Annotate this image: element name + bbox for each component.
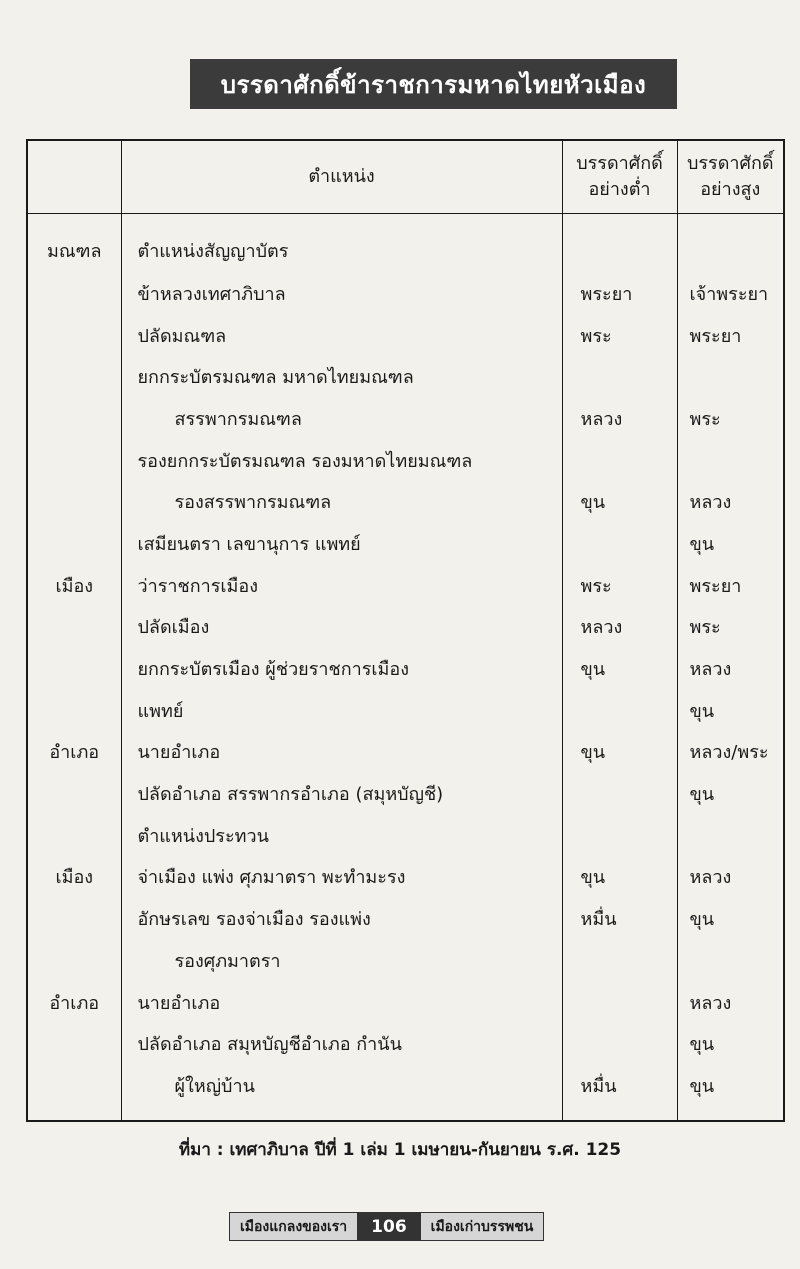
row-rank-low: หลวง (562, 608, 677, 650)
table-row (27, 733, 784, 775)
row-rank-low (562, 441, 677, 483)
table-row (27, 1066, 784, 1121)
row-rank-low: พระยา (562, 274, 677, 316)
row-rank-low (562, 816, 677, 858)
row-rank-high (677, 357, 784, 399)
row-rank-low: ขุน (562, 733, 677, 775)
row-position: ปลัดอำเภอ สรรพากรอำเภอ (สมุหบัญชี) (121, 774, 562, 816)
row-rank-high: หลวง (677, 482, 784, 524)
header-rank-low-line2: อย่างต่ำ (588, 179, 651, 200)
header-rank-high (677, 140, 784, 214)
row-category (27, 941, 121, 983)
row-rank-low: ขุน (562, 482, 677, 524)
row-position: สรรพากรมณฑล (121, 399, 562, 441)
row-rank-high: หลวง (677, 983, 784, 1025)
page-title: บรรดาศักดิ์ข้าราชการมหาดไทยหัวเมือง (190, 59, 677, 109)
table-row (27, 214, 784, 275)
row-rank-high: พระยา (677, 566, 784, 608)
header-position: ตำแหน่ง (121, 140, 562, 214)
header-category (27, 140, 121, 214)
row-rank-low (562, 357, 677, 399)
row-rank-high (677, 214, 784, 275)
row-category (27, 316, 121, 358)
row-position: รองสรรพากรมณฑล (121, 482, 562, 524)
row-position: นายอำเภอ (121, 733, 562, 775)
row-rank-low: พระ (562, 316, 677, 358)
row-rank-high: หลวง (677, 649, 784, 691)
row-category: เมือง (27, 858, 121, 900)
table-row (27, 566, 784, 608)
row-category (27, 441, 121, 483)
row-rank-low: หมื่น (562, 1066, 677, 1121)
row-rank-low (562, 1024, 677, 1066)
row-position: เสมียนตรา เลขานุการ แพทย์ (121, 524, 562, 566)
row-rank-high: เจ้าพระยา (677, 274, 784, 316)
row-position: ข้าหลวงเทศาภิบาล (121, 274, 562, 316)
table-row (27, 357, 784, 399)
row-category (27, 357, 121, 399)
row-rank-high: ขุน (677, 524, 784, 566)
row-category: อำเภอ (27, 733, 121, 775)
row-category (27, 608, 121, 650)
row-rank-high: พระยา (677, 316, 784, 358)
header-rank-low (562, 140, 677, 214)
table-row (27, 524, 784, 566)
table-row (27, 774, 784, 816)
row-rank-high: หลวง (677, 858, 784, 900)
row-position: นายอำเภอ (121, 983, 562, 1025)
row-category (27, 274, 121, 316)
row-rank-low (562, 983, 677, 1025)
row-position: รองยกกระบัตรมณฑล รองมหาดไทยมณฑล (121, 441, 562, 483)
row-category (27, 482, 121, 524)
footer-book-title: เมืองแกลงของเรา (230, 1213, 357, 1240)
table-row (27, 399, 784, 441)
row-rank-high (677, 441, 784, 483)
row-rank-low: ขุน (562, 649, 677, 691)
table-row (27, 441, 784, 483)
row-position: รองศุภมาตรา (121, 941, 562, 983)
table-row (27, 316, 784, 358)
row-position: จ่าเมือง แพ่ง ศุภมาตรา พะทำมะรง (121, 858, 562, 900)
row-rank-high: พระ (677, 608, 784, 650)
row-rank-low: พระ (562, 566, 677, 608)
row-rank-high: ขุน (677, 1066, 784, 1121)
row-rank-high: ขุน (677, 899, 784, 941)
header-rank-high-line2: อย่างสูง (700, 179, 761, 200)
table-row (27, 274, 784, 316)
row-rank-low: หมื่น (562, 899, 677, 941)
header-rank-high-line1: บรรดาศักดิ์ (686, 153, 774, 174)
header-rank-low-line1: บรรดาศักดิ์ (576, 153, 663, 174)
row-position: อักษรเลข รองจ่าเมือง รองแพ่ง (121, 899, 562, 941)
table-header-row (27, 140, 784, 214)
row-rank-low: ขุน (562, 858, 677, 900)
row-rank-high (677, 816, 784, 858)
row-rank-high: พระ (677, 399, 784, 441)
row-rank-high: ขุน (677, 774, 784, 816)
row-category (27, 1066, 121, 1121)
row-rank-low (562, 524, 677, 566)
table-row (27, 983, 784, 1025)
row-rank-high: ขุน (677, 691, 784, 733)
footer-chapter-title: เมืองเก่าบรรพชน (421, 1213, 544, 1240)
table-row (27, 899, 784, 941)
row-category (27, 399, 121, 441)
source-citation: ที่มา : เทศาภิบาล ปีที่ 1 เล่ม 1 เมษายน-กันยายน ร.ศ. 125 (178, 1140, 622, 1160)
table-row (27, 649, 784, 691)
table-row (27, 1024, 784, 1066)
row-position: ตำแหน่งสัญญาบัตร (121, 214, 562, 275)
row-category (27, 691, 121, 733)
table-row (27, 691, 784, 733)
table-row (27, 482, 784, 524)
row-rank-low (562, 941, 677, 983)
row-rank-high (677, 941, 784, 983)
row-category (27, 899, 121, 941)
row-rank-low (562, 214, 677, 275)
row-category (27, 649, 121, 691)
rank-table (26, 139, 785, 1122)
row-rank-low (562, 691, 677, 733)
row-rank-low: หลวง (562, 399, 677, 441)
row-category (27, 1024, 121, 1066)
table-row (27, 608, 784, 650)
row-rank-high: ขุน (677, 1024, 784, 1066)
table-row (27, 941, 784, 983)
row-category: เมือง (27, 566, 121, 608)
row-position: ผู้ใหญ่บ้าน (121, 1066, 562, 1121)
table-row (27, 816, 784, 858)
row-position: ยกกระบัตรเมือง ผู้ช่วยราชการเมือง (121, 649, 562, 691)
row-category (27, 524, 121, 566)
row-position: ยกกระบัตรมณฑล มหาดไทยมณฑล (121, 357, 562, 399)
page-number: 106 (357, 1213, 421, 1240)
row-position: ปลัดมณฑล (121, 316, 562, 358)
row-position: แพทย์ (121, 691, 562, 733)
row-category (27, 816, 121, 858)
table-row (27, 858, 784, 900)
row-category: อำเภอ (27, 983, 121, 1025)
row-position: ปลัดเมือง (121, 608, 562, 650)
row-position: ปลัดอำเภอ สมุหบัญชีอำเภอ กำนัน (121, 1024, 562, 1066)
page-footer (229, 1212, 544, 1241)
row-category: มณฑล (27, 214, 121, 275)
row-position: ตำแหน่งประทวน (121, 816, 562, 858)
row-rank-low (562, 774, 677, 816)
row-rank-high: หลวง/พระ (677, 733, 784, 775)
row-position: ว่าราชการเมือง (121, 566, 562, 608)
row-category (27, 774, 121, 816)
